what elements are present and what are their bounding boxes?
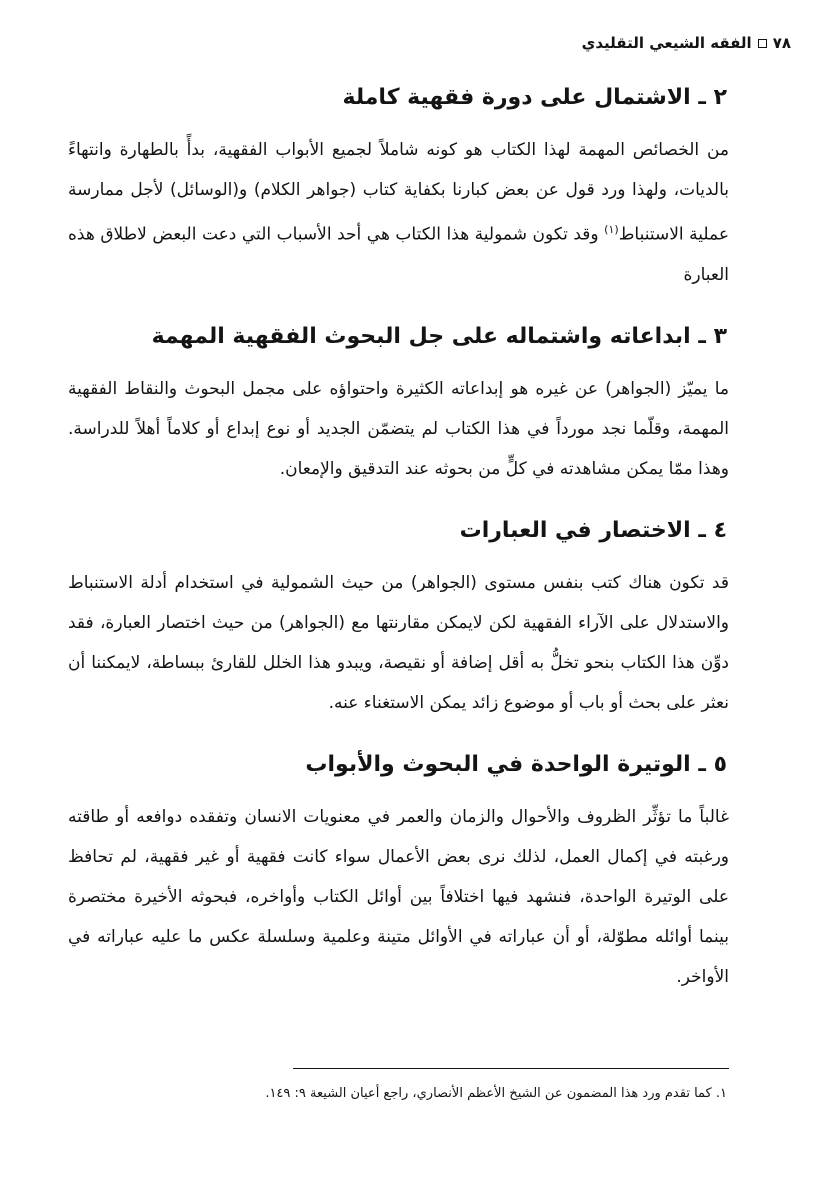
- footnote-reference[interactable]: (١): [604, 223, 619, 236]
- footnote-divider: [293, 1068, 729, 1069]
- running-header: [582, 34, 791, 52]
- section-title-4: ٤ ـ الاختصار في العبارات: [459, 517, 727, 543]
- page-body: [68, 76, 729, 997]
- section-title-5: ٥ ـ الوتيرة الواحدة في البحوث والأبواب: [305, 751, 727, 777]
- page-number: ٧٨: [772, 34, 791, 52]
- square-separator-icon: [758, 39, 767, 48]
- section-paragraph-5: غالباً ما تؤثِّر الظروف والأحوال والزمان والعمر في معنويات الانسان وتفقده دوافعه أو طاقته ورغبته في إكمال العمل، لذلك نرى بعض الأعمال سواء كانت فقهية أو غير فقهية، لم تحافظ على الوتيرة الواحدة، فنشهد فيها اختلافاً بين أوائل الكتاب وأواخره، فبحوثه الأخيرة مختصرة بينما أوائله مطوّلة، أو أن عباراته في الأوائل متينة وعلمية وسلسلة عكس ما عليه عباراته في الأواخر.: [68, 806, 729, 987]
- section-title-3: ٣ ـ ابداعاته واشتماله على جل البحوث الفقهية المهمة: [151, 323, 727, 349]
- section-paragraph-2: [68, 130, 729, 295]
- section-paragraph-3: ما يميّز (الجواهر) عن غيره هو إبداعاته الكثيرة واحتواؤه على مجمل البحوث والنقاط الفقهية المهمة، وقلّما نجد مورداً في هذا الكتاب لم يتضمّن الجديد أو نوع إبداع أو كلاماً أهلاً للدراسة. وهذا ممّا يمكن مشاهدته في كلٍّ من بحوثه عند التدقيق والإمعان.: [68, 378, 729, 479]
- section-paragraph-4: قد تكون هناك كتب بنفس مستوى (الجواهر) من حيث الشمولية في استخدام أدلة الاستنباط والاستدلال على الآراء الفقهية لكن لايمكن مقارنتها مع (الجواهر) من حيث اختصار العبارة، فقد دوِّن هذا الكتاب بنحو تخلُّ به أقل إضافة أو نقيصة، ويبدو هذا الخلل للقارئ ببساطة، لايمكننا أن نعثر على بحث أو باب أو موضوع زائد يمكن الاستغناء عنه.: [68, 572, 729, 713]
- running-title: الفقه الشيعي التقليدي: [581, 34, 752, 52]
- section-title-2: ٢ ـ الاشتمال على دورة فقهية كاملة: [342, 85, 727, 110]
- paragraph-text-tail: وقد تكون شمولية هذا الكتاب هي أحد الأسباب التي دعت البعض لاطلاق هذه العبارة: [68, 224, 729, 285]
- footnote-text: ١. كما تقدم ورد هذا المضمون عن الشيخ الأعظم الأنصاري، راجع أعيان الشيعة ٩: ١٤٩.: [265, 1086, 727, 1101]
- paragraph-text: من الخصائص المهمة لهذا الكتاب هو كونه شاملاً لجميع الأبواب الفقهية، بدأً بالطهارة وانتهاءً بالديات، ولهذا ورد قول عن بعض كبارنا بكفاية كتاب (جواهر الكلام) و(الوسائل) لأجل ممارسة عملية الاستنباط: [68, 140, 730, 245]
